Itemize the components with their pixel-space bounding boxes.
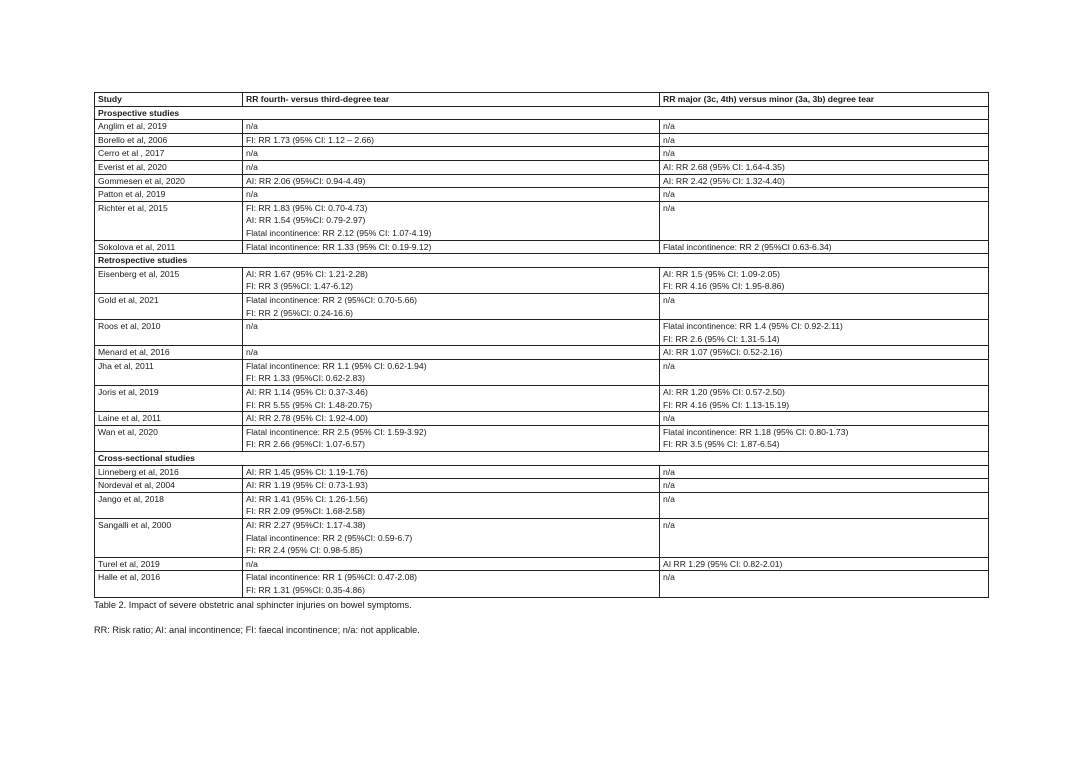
table-row [95,320,989,346]
study-cell: Everist et al, 2020 [95,160,243,174]
study-cell: Cerro et al , 2017 [95,147,243,161]
table-row [95,359,989,385]
section-row [95,254,989,268]
section-label: Retrospective studies [95,254,989,268]
rr-major-vs-minor-cell [660,359,989,385]
header-study: Study [95,93,243,107]
cell-line: AI: RR 1.5 (95% CI: 1.09-2.05) [663,268,781,279]
rr-fourth-vs-third-cell [243,386,660,412]
rr-fourth-vs-third-cell [243,133,660,147]
rr-major-vs-minor-cell [660,479,989,493]
abbreviations-note: RR: Risk ratio; AI: anal incontinence; FI: faecal incontinence; n/a: not applicable. [94,625,420,635]
table-row [95,267,989,293]
cell-line: n/a [246,321,258,332]
cell-line: n/a [246,347,258,358]
table-row [95,201,989,240]
cell-line: AI: RR 2.06 (95%CI: 0.94-4.49) [246,175,366,186]
cell-line: n/a [663,480,675,491]
study-cell: Halle et al, 2016 [95,571,243,597]
cell-line: FI: RR 4.16 (95% CI: 1.95-8.86) [663,281,785,292]
table-row [95,160,989,174]
cell-line: Flatal incontinence: RR 1.1 (95% CI: 0.62-1.94) [246,360,427,371]
section-row [95,452,989,466]
table-row [95,425,989,451]
section-row [95,106,989,120]
cell-line: n/a [246,148,258,159]
rr-fourth-vs-third-cell [243,465,660,479]
cell-line: AI: RR 1.67 (95% CI: 1.21-2.28) [246,268,368,279]
study-cell: Sokolova et al, 2011 [95,240,243,254]
rr-fourth-vs-third-cell [243,147,660,161]
rr-major-vs-minor-cell [660,571,989,597]
rr-fourth-vs-third-cell [243,571,660,597]
cell-line: AI: RR 2.42 (95% CI: 1.32-4.40) [663,175,785,186]
study-cell: Eisenberg et al, 2015 [95,267,243,293]
rr-fourth-vs-third-cell [243,557,660,571]
cell-line: FI: RR 5.55 (95% CI: 1.48-20.75) [246,399,373,410]
cell-line: FI: RR 1.83 (95% CI: 0.70-4.73) [246,202,368,213]
rr-major-vs-minor-cell [660,174,989,188]
cell-line: Flatal incontinence: RR 2.12 (95% CI: 1.07-4.19) [246,227,432,238]
table-row [95,293,989,319]
rr-fourth-vs-third-cell [243,479,660,493]
cell-line: Flatal incontinence: RR 2 (95%CI 0.63-6.34) [663,241,832,252]
rr-major-vs-minor-cell [660,267,989,293]
rr-major-vs-minor-cell [660,293,989,319]
rr-major-vs-minor-cell [660,240,989,254]
table-row [95,386,989,412]
study-cell: Linneberg et al, 2016 [95,465,243,479]
rr-major-vs-minor-cell [660,412,989,426]
cell-line: n/a [663,572,675,583]
rr-fourth-vs-third-cell [243,160,660,174]
cell-line: Flatal incontinence: RR 2 (95%CI: 0.70-5.66) [246,294,418,305]
table-row [95,147,989,161]
cell-line: n/a [246,121,258,132]
study-cell: Turel et al, 2019 [95,557,243,571]
table-row [95,240,989,254]
cell-line: FI: RR 2.66 (95%CI: 1.07-6.57) [246,439,365,450]
rr-fourth-vs-third-cell [243,293,660,319]
rr-fourth-vs-third-cell [243,492,660,518]
rr-major-vs-minor-cell [660,320,989,346]
cell-line: AI: RR 2.68 (95% CI: 1.64-4.35) [663,161,785,172]
cell-line: Flatal incontinence: RR 2 (95%CI: 0.59-6.7) [246,532,413,543]
table-row [95,346,989,360]
cell-line: n/a [663,520,675,530]
cell-line: FI: RR 1.33 (95%CI: 0.62-2.83) [246,373,365,384]
study-cell: Jha et al, 2011 [95,359,243,385]
table-row [95,571,989,597]
study-cell: Richter et al, 2015 [95,201,243,240]
table-body [95,106,989,597]
cell-line: n/a [663,413,675,424]
section-label: Cross-sectional studies [95,452,989,466]
cell-line: n/a [663,466,675,477]
section-label: Prospective studies [95,106,989,120]
cell-line: FI: RR 2.4 (95% CI: 0.98-5.85) [246,545,363,556]
cell-line: AI: RR 2.78 (95% CI: 1.92-4.00) [246,413,368,424]
rr-fourth-vs-third-cell [243,359,660,385]
rr-major-vs-minor-cell [660,201,989,240]
table-row [95,412,989,426]
study-cell: Jango et al, 2018 [95,492,243,518]
study-cell: Laine et al, 2011 [95,412,243,426]
cell-line: AI: RR 1.07 (95%CI: 0.52-2.16) [663,347,783,358]
cell-line: AI RR 1.29 (95% CI: 0.82-2.01) [663,558,783,569]
rr-fourth-vs-third-cell [243,120,660,134]
study-cell: Nordeval et al, 2004 [95,479,243,493]
cell-line: AI: RR 2.27 (95%CI: 1.17-4.38) [246,520,366,530]
table-container [94,92,988,598]
rr-major-vs-minor-cell [660,465,989,479]
cell-line: Flatal incontinence: RR 2.5 (95% CI: 1.59-3.92) [246,426,427,437]
cell-line: FI: RR 2 (95%CI: 0.24-16.6) [246,307,353,318]
study-cell: Menard et al, 2016 [95,346,243,360]
cell-line: n/a [246,189,258,200]
rr-fourth-vs-third-cell [243,425,660,451]
rr-major-vs-minor-cell [660,492,989,518]
cell-line: n/a [663,121,675,132]
cell-line: AI: RR 1.19 (95% CI: 0.73-1.93) [246,480,368,491]
rr-major-vs-minor-cell [660,519,989,558]
header-rr-major-vs-minor: RR major (3c, 4th) versus minor (3a, 3b) degree tear [660,93,989,107]
cell-line: n/a [663,294,675,305]
rr-major-vs-minor-cell [660,346,989,360]
cell-line: FI: RR 2.09 (95%CI: 1.68-2.58) [246,506,365,517]
table-row [95,465,989,479]
cell-line: FI: RR 3.5 (95% CI: 1.87-6.54) [663,439,780,450]
rr-major-vs-minor-cell [660,386,989,412]
results-table [94,92,989,598]
cell-line: AI: RR 1.14 (95% CI: 0.37-3.46) [246,387,368,398]
cell-line: FI: RR 4.16 (95% CI: 1.13-15.19) [663,399,790,410]
cell-line: n/a [663,189,675,200]
table-row [95,133,989,147]
cell-line: AI: RR 1.20 (95% CI: 0.57-2.50) [663,387,785,398]
table-row [95,479,989,493]
study-cell: Patton et al, 2019 [95,188,243,202]
cell-line: Flatal incontinence: RR 1.18 (95% CI: 0.80-1.73) [663,426,849,437]
study-cell: Borello et al, 2006 [95,133,243,147]
header-rr-fourth-vs-third: RR fourth- versus third-degree tear [243,93,660,107]
rr-fourth-vs-third-cell [243,346,660,360]
cell-line: FI: RR 2.6 (95% CI: 1.31-5.14) [663,333,780,344]
table-row [95,557,989,571]
cell-line: n/a [663,148,675,159]
rr-fourth-vs-third-cell [243,267,660,293]
table-row [95,174,989,188]
cell-line: n/a [663,134,675,145]
study-cell: Gommesen et al, 2020 [95,174,243,188]
rr-major-vs-minor-cell [660,147,989,161]
cell-line: Flatal incontinence: RR 1.33 (95% CI: 0.19-9.12) [246,241,432,252]
table-row [95,120,989,134]
study-cell: Sangalli et al, 2000 [95,519,243,558]
rr-major-vs-minor-cell [660,133,989,147]
cell-line: n/a [663,360,675,371]
table-caption: Table 2. Impact of severe obstetric anal sphincter injuries on bowel symptoms. [94,600,412,610]
cell-line: AI: RR 1.45 (95% CI: 1.19-1.76) [246,466,368,477]
table-header-row [95,93,989,107]
cell-line: AI: RR 1.41 (95% CI: 1.26-1.56) [246,493,368,504]
cell-line: n/a [663,493,675,504]
cell-line: AI: RR 1.54 (95%CI: 0.79-2.97) [246,215,366,226]
cell-line: FI: RR 1.31 (95%CI: 0.35-4.86) [246,584,365,595]
rr-fourth-vs-third-cell [243,201,660,240]
rr-major-vs-minor-cell [660,557,989,571]
cell-line: FI: RR 3 (95%CI: 1.47-6.12) [246,281,353,292]
rr-major-vs-minor-cell [660,120,989,134]
rr-fourth-vs-third-cell [243,174,660,188]
study-cell: Joris et al, 2019 [95,386,243,412]
study-cell: Wan et al, 2020 [95,425,243,451]
cell-line: FI: RR 1.73 (95% CI: 1.12 – 2.66) [246,134,375,145]
rr-major-vs-minor-cell [660,425,989,451]
cell-line: n/a [663,202,675,213]
rr-major-vs-minor-cell [660,160,989,174]
table-row [95,188,989,202]
study-cell: Roos et al, 2010 [95,320,243,346]
study-cell: Anglim et al, 2019 [95,120,243,134]
table-row [95,519,989,558]
rr-fourth-vs-third-cell [243,240,660,254]
cell-line: Flatal incontinence: RR 1.4 (95% CI: 0.92-2.11) [663,321,843,332]
rr-fourth-vs-third-cell [243,320,660,346]
cell-line: n/a [246,161,258,172]
cell-line: Flatal incontinence: RR 1 (95%CI: 0.47-2.08) [246,572,418,583]
rr-fourth-vs-third-cell [243,412,660,426]
rr-major-vs-minor-cell [660,188,989,202]
rr-fourth-vs-third-cell [243,188,660,202]
table-row [95,492,989,518]
rr-fourth-vs-third-cell [243,519,660,558]
study-cell: Gold et al, 2021 [95,293,243,319]
cell-line: n/a [246,558,258,569]
